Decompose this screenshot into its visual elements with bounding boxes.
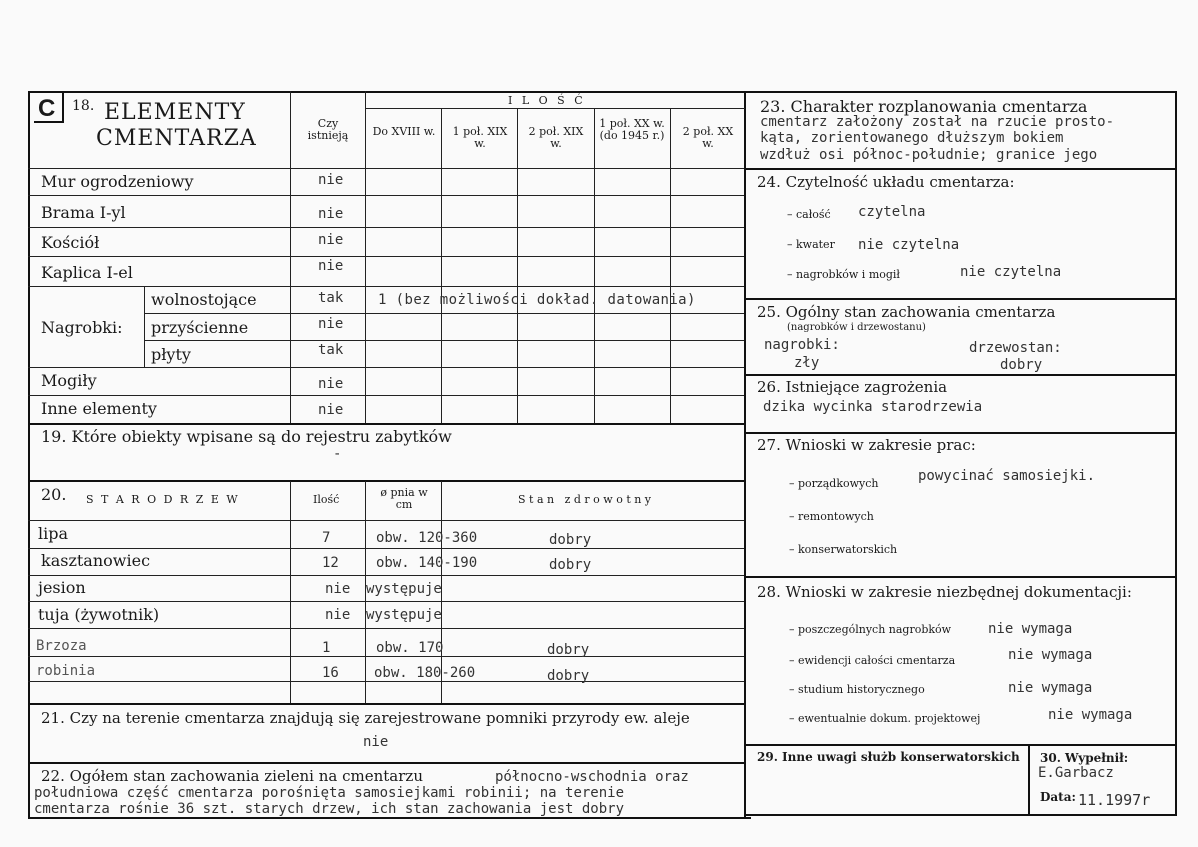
tree-count: 7	[322, 530, 331, 546]
element-exists: nie	[318, 402, 344, 418]
s22-line-2: południowa część cmentarza porośnięta samosiejkami robinii; na terenie	[34, 785, 625, 801]
s28-item-label: – ewidencji całości cmentarza	[789, 654, 956, 667]
s22-line-1: północno-wschodnia oraz	[495, 769, 689, 785]
nagrobki-type: płyty	[151, 345, 191, 364]
s29-label: 29. Inne uwagi służb konserwatorskich	[757, 750, 1020, 764]
col-period-2: 1 poł. XIX w.	[452, 125, 508, 150]
s18-title-1: ELEMENTY	[104, 100, 246, 125]
s24-item-value: nie czytelna	[858, 237, 960, 253]
s28-item-value: nie wymaga	[1048, 707, 1133, 723]
element-exists: nie	[318, 206, 344, 222]
element-exists: nie	[318, 172, 344, 188]
element-label: Inne elementy	[41, 399, 157, 418]
element-label: Kościół	[41, 233, 100, 252]
s25-b2: dobry	[1000, 357, 1043, 373]
s19-label: 19. Które obiekty wpisane są do rejestru zabytków	[41, 427, 452, 446]
tree-name: lipa	[38, 524, 69, 543]
s27-item-label: – konserwatorskich	[789, 543, 898, 556]
nagrobki-exists: nie	[318, 316, 344, 332]
s28-label: 28. Wnioski w zakresie niezbędnej dokumentacji:	[757, 583, 1132, 601]
tree-girth: obw. 170	[376, 640, 444, 656]
s23-line-3: wzdłuż osi północ-południe; granice jego	[760, 147, 1098, 163]
s19-value: -	[333, 446, 342, 462]
s18-number: 18.	[72, 98, 95, 114]
nagrobki-exists: tak	[318, 290, 344, 306]
s23-line-2: kąta, zorientowanego dłuższym bokiem	[760, 130, 1064, 146]
s30-name: E.Garbacz	[1038, 765, 1114, 781]
nagrobki-exists: tak	[318, 342, 344, 358]
tree-girth: obw. 180-260	[374, 665, 476, 681]
s28-item-value: nie wymaga	[1008, 647, 1093, 663]
element-label: Brama I-yl	[41, 203, 126, 222]
s28-item-value: nie wymaga	[988, 621, 1073, 637]
element-label: Mogiły	[41, 371, 97, 390]
s20-col-stan: S t a n z d r o w o t n y	[518, 493, 652, 506]
nagrobki-type: wolnostojące	[151, 290, 257, 309]
tree-name: jesion	[38, 578, 86, 597]
nagrobki-note: 1 (bez możliwości dokład. datowania)	[378, 292, 696, 308]
element-exists: nie	[318, 232, 344, 248]
col-ilosc: I L O Ś Ć	[508, 94, 586, 107]
s27-item-value: powycinać samosiejki.	[918, 468, 1096, 484]
tree-name: tuja (żywotnik)	[38, 605, 160, 624]
s24-item-value: nie czytelna	[960, 264, 1062, 280]
tree-girth: obw. 140-190	[376, 555, 478, 571]
s26-label: 26. Istniejące zagrożenia	[757, 378, 948, 396]
s28-item-label: – studium historycznego	[789, 683, 925, 696]
s24-label: 24. Czytelność układu cmentarza:	[757, 173, 1015, 191]
s21-label: 21. Czy na terenie cmentarza znajdują się zarejestrowane pomniki przyrody ew. aleje	[41, 709, 690, 727]
s27-label: 27. Wnioski w zakresie prac:	[757, 436, 976, 454]
tree-girth: obw. 120-360	[376, 530, 478, 546]
s24-item-value: czytelna	[858, 204, 926, 220]
s25-a1: nagrobki:	[764, 337, 840, 353]
col-period-3: 2 poł. XIX w.	[528, 125, 584, 150]
tree-state: dobry	[549, 532, 592, 548]
s24-item-label: – kwater	[787, 238, 835, 251]
s23-line-1: cmentarz założony został na rzucie prosto-	[760, 114, 1115, 130]
s27-item-label: – porządkowych	[789, 477, 879, 490]
s30-date: 11.1997r	[1078, 791, 1151, 809]
element-exists: nie	[318, 376, 344, 392]
tree-girth: występuje	[366, 607, 442, 623]
s25-sub: (nagrobków i drzewostanu)	[787, 322, 926, 333]
col-period-1: Do XVIII w.	[372, 125, 436, 138]
s21-value: nie	[363, 734, 389, 750]
s20-col-pnia: ø pnia w cm	[380, 486, 428, 511]
tree-count: 12	[322, 555, 339, 571]
tree-state: dobry	[549, 557, 592, 573]
s25-label: 25. Ogólny stan zachowania cmentarza	[757, 303, 1056, 321]
s28-item-value: nie wymaga	[1008, 680, 1093, 696]
col-period-5: 2 poł. XX w.	[682, 125, 734, 150]
s28-item-label: – ewentualnie dokum. projektowej	[789, 712, 981, 725]
tree-count: nie	[325, 607, 351, 623]
s27-item-label: – remontowych	[789, 510, 874, 523]
s20-col-ilosc: Ilość	[313, 493, 340, 506]
nagrobki-type: przyścienne	[151, 318, 249, 337]
tree-name: Brzoza	[36, 638, 87, 654]
tree-count: 1	[322, 640, 331, 656]
tree-name: kasztanowiec	[41, 551, 151, 570]
tree-state: dobry	[547, 668, 590, 684]
s30-date-label: Data:	[1040, 790, 1076, 804]
tree-girth: występuje	[366, 581, 442, 597]
section-letter: C	[38, 95, 56, 122]
s20-number: 20.	[41, 485, 67, 504]
s20-title: S T A R O D R Z E W	[86, 493, 240, 506]
nagrobki-label: Nagrobki:	[41, 318, 123, 337]
element-label: Mur ogrodzeniowy	[41, 172, 194, 191]
s26-value: dzika wycinka starodrzewia	[763, 399, 983, 415]
element-exists: nie	[318, 258, 344, 274]
tree-state: dobry	[547, 642, 590, 658]
tree-count: 16	[322, 665, 339, 681]
s28-item-label: – poszczególnych nagrobków	[789, 623, 952, 636]
tree-count: nie	[325, 581, 351, 597]
s24-item-label: – całość	[787, 208, 831, 221]
tree-name: robinia	[36, 663, 96, 679]
col-period-4: 1 poł. XX w. (do 1945 r.)	[599, 117, 665, 142]
s22-label: 22. Ogółem stan zachowania zieleni na cmentarzu	[41, 767, 423, 785]
s25-b1: drzewostan:	[969, 340, 1062, 356]
s30-label: 30. Wypełnił:	[1040, 751, 1129, 765]
s22-line-3: cmentarza rośnie 36 szt. starych drzew, ich stan zachowania jest dobry	[34, 801, 625, 817]
s25-a2: zły	[794, 355, 820, 371]
s24-item-label: – nagrobków i mogił	[787, 268, 900, 281]
s23-label: 23. Charakter rozplanowania cmentarza	[760, 97, 1088, 116]
element-label: Kaplica I-el	[41, 263, 133, 282]
col-czy-istnieja: Czy istnieją	[307, 117, 349, 142]
s18-title-2: CMENTARZA	[96, 126, 257, 151]
